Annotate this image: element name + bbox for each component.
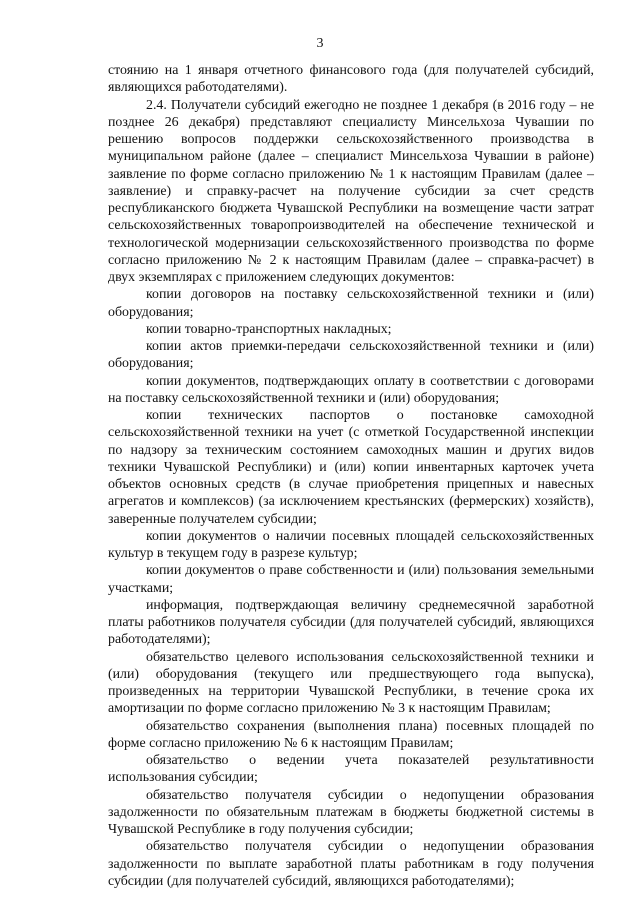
list-item-tax-debt-obligation: обязательство получателя субсидии о недопущении образования задолженности по обязательным платежам в бюджеты бюджетной системы в Чувашской Республике в году получения субсидии; bbox=[108, 787, 594, 837]
list-item-acceptance-acts: копии актов приемки-передачи сельскохозяйственной техники и (или) оборудования; bbox=[108, 339, 594, 372]
paragraph-2-4: 2.4. Получатели субсидий ежегодно не позднее 1 декабря (в 2016 году – не позднее 26 декабря) представляют специалисту Минсельхоза Чувашии по решению вопросов поддержки сельскохозяйственного производства в муниципальном районе (далее – специалист Минсельхоза Чувашии в районе) заявление по форме согласно приложению № 1 к настоящим Правилам (далее – заявление) и справку-расчет на получение субсидии за счет средств республиканского бюджета Чувашской Республики на возмещение части затрат сельскохозяйственных товаропроизводителей на обеспечение технической и технологической модернизации сельскохозяйственного производства по форме согласно приложению № 2 к настоящим Правилам (далее – справка-расчет) в двух экземплярах с приложением следующих документов: bbox=[108, 97, 594, 285]
list-item-salary-info: информация, подтверждающая величину среднемесячной заработной платы работников получателя субсидии (для получателей субсидий, являющихся работодателями); bbox=[108, 597, 594, 648]
list-item-contracts: копии договоров на поставку сельскохозяйственной техники и (или) оборудования; bbox=[108, 287, 594, 320]
list-item-wage-debt-obligation: обязательство получателя субсидии о недопущении образования задолженности по выплате заработной платы работникам в году получения субсидии (для получателей субсидий, являющихся работодателями); bbox=[108, 839, 594, 889]
paragraph-continuation: стоянию на 1 января отчетного финансового года (для получателей субсидий, являющихся работодателями). bbox=[108, 63, 594, 96]
list-item-payment-docs: копии документов, подтверждающих оплату в соответствии с договорами на поставку сельскохозяйственной техники и (или) оборудования; bbox=[108, 373, 594, 406]
list-item-waybills: копии товарно-транспортных накладных; bbox=[146, 321, 392, 337]
list-item-accounting-obligation: обязательство о ведении учета показателей результативности использования субсидии; bbox=[108, 753, 594, 786]
list-item-area-obligation: обязательство сохранения (выполнения плана) посевных площадей по форме согласно приложению № 6 к настоящим Правилам; bbox=[108, 718, 594, 751]
list-item-land-rights: копии документов о праве собственности и (или) пользования земельными участками; bbox=[108, 563, 594, 596]
list-item-technical-passports: копии технических паспортов о постановке самоходной сельскохозяйственной техники на учет (с отметкой Государственной инспекции по надзору за техническим состоянием самоходных машин и других видов техники Чувашской Республики) и (или) копии инвентарных карточек учета объектов основных средств (в случае приобретения прицепных и навесных агрегатов и комплексов) (за исключением крестьянских (фермерских) хозяйств), заверенные получателем субсидии; bbox=[108, 408, 594, 527]
list-item-sown-areas: копии документов о наличии посевных площадей сельскохозяйственных культур в текущем году в разрезе культур; bbox=[108, 528, 594, 561]
page-number: 3 bbox=[316, 36, 324, 51]
document-body bbox=[108, 62, 594, 890]
list-item-use-obligation: обязательство целевого использования сельскохозяйственной техники и (или) оборудования (текущего или предшествующего года выпуска), произведенных на территории Чувашской Республики, в течение срока их амортизации по форме согласно приложению № 3 к настоящим Правилам; bbox=[108, 649, 594, 717]
